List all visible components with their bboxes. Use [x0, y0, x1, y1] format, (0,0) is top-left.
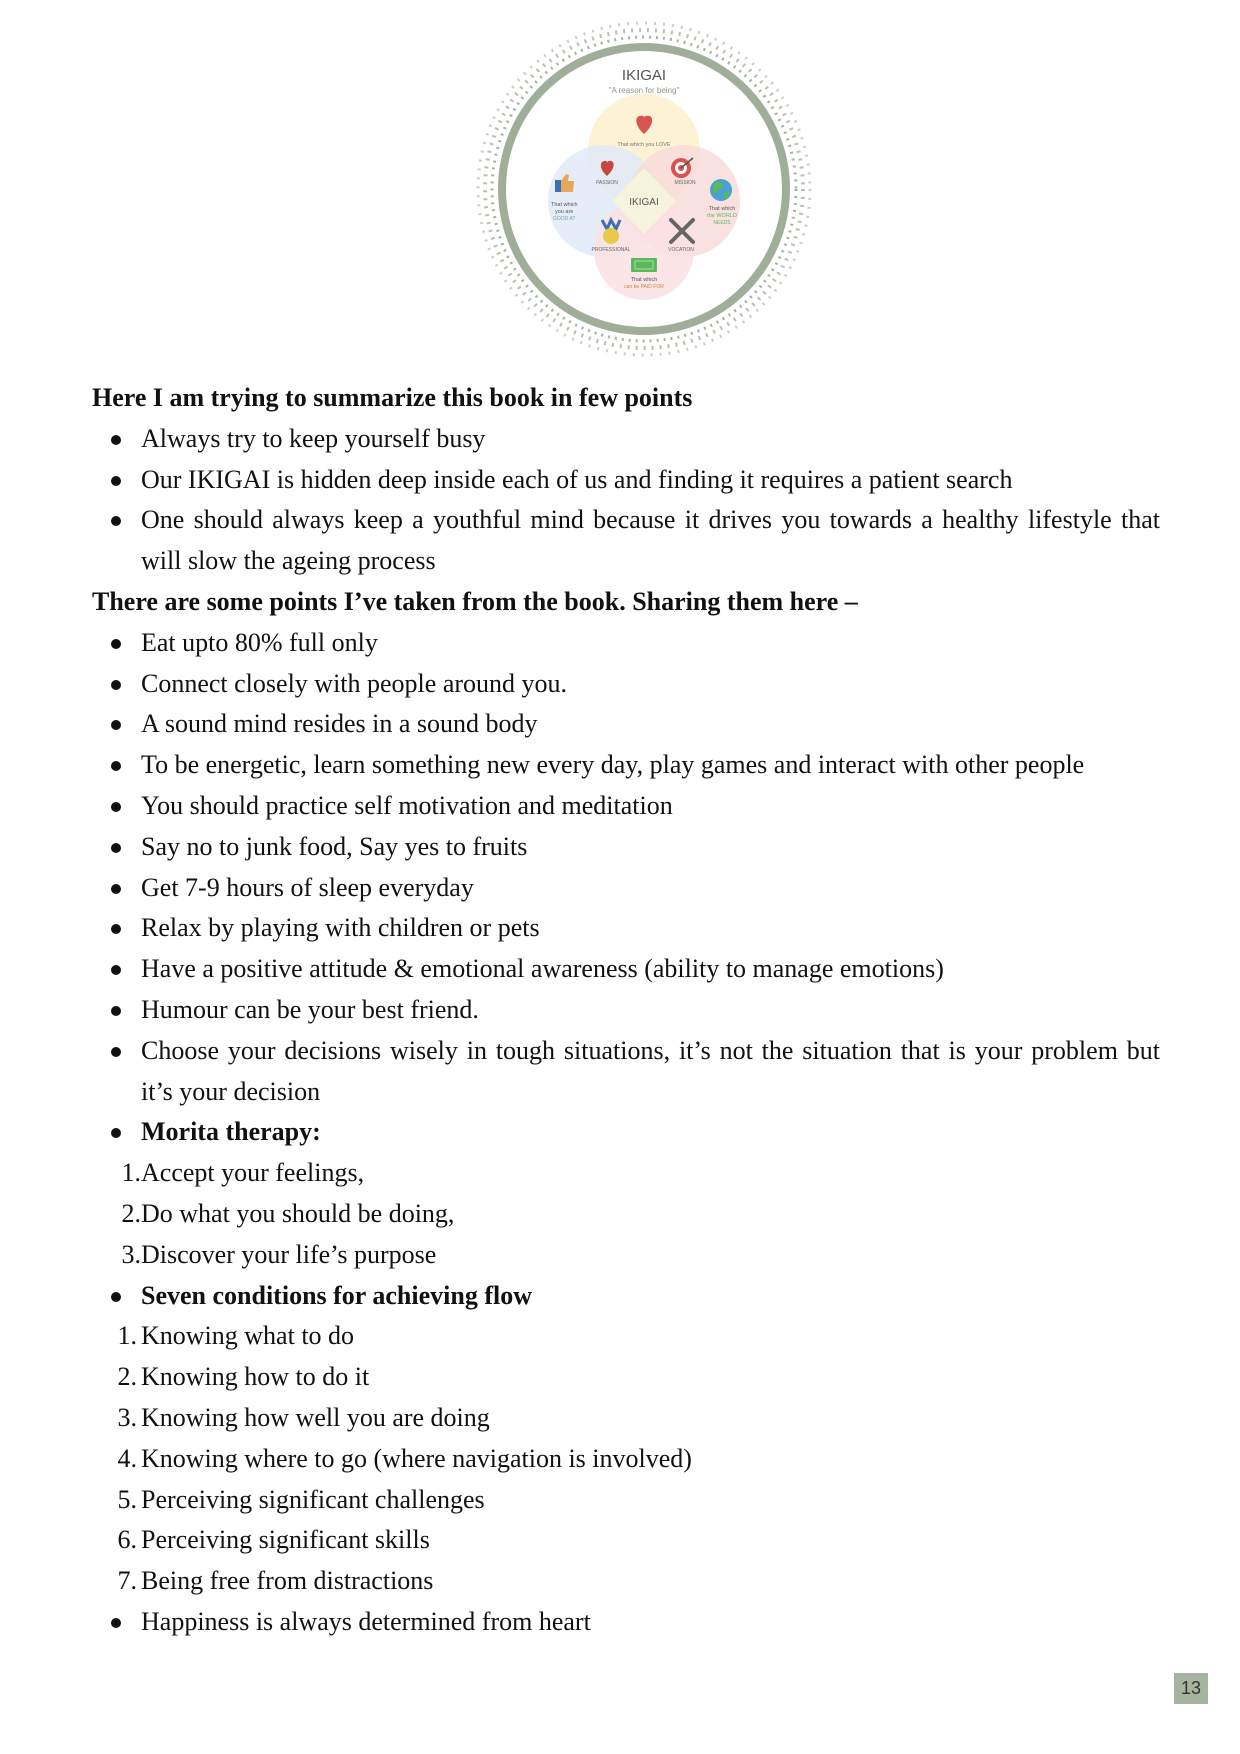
list-item: [92, 1439, 1160, 1480]
step-text: Perceiving significant skills: [141, 1525, 430, 1555]
list-item: Connect closely with people around you.: [92, 664, 1160, 705]
document-body: [92, 378, 1160, 1643]
step-number: 4.: [117, 1443, 137, 1473]
list-item: Choose your decisions wisely in tough situations, it’s not the situation that is your problem but it’s your decision: [92, 1031, 1160, 1113]
list-item: Happiness is always determined from heart: [92, 1602, 1160, 1643]
ikigai-diagram: [473, 18, 815, 360]
list-item: Humour can be your best friend.: [92, 990, 1160, 1031]
diagram-title: IKIGAI: [621, 67, 667, 84]
points-heading: There are some points I’ve taken from the book. Sharing them here –: [92, 586, 858, 616]
flow-steps: [92, 1316, 1160, 1602]
step-number: 3.: [117, 1402, 137, 1432]
step-text: Knowing where to go (where navigation is involved): [141, 1443, 692, 1473]
step-number: 3.: [121, 1239, 141, 1269]
list-item: [92, 1480, 1160, 1521]
list-item: Get 7-9 hours of sleep everyday: [92, 868, 1160, 909]
list-item: [92, 1316, 1160, 1357]
step-text: Knowing how well you are doing: [141, 1402, 490, 1432]
world-needs-label-2: the WORLD: [707, 213, 737, 219]
good-at-label-1: That which: [551, 202, 578, 208]
passion-label: PASSION: [596, 180, 618, 186]
list-item: Relax by playing with children or pets: [92, 908, 1160, 949]
morita-steps: [92, 1153, 1160, 1275]
paid-for-label-2: can be PAID FOR: [624, 284, 664, 290]
list-item: Eat upto 80% full only: [92, 623, 1160, 664]
step-number: 2.: [121, 1198, 141, 1228]
world-needs-label-3: NEEDS: [713, 220, 731, 226]
step-text: Discover your life’s purpose: [141, 1239, 437, 1269]
flow-conditions-label: Seven conditions for achieving flow: [92, 1276, 1160, 1317]
list-item: To be energetic, learn something new every day, play games and interact with other people: [92, 745, 1160, 786]
points-list: [92, 623, 1160, 1153]
summary-heading: Here I am trying to summarize this book in few points: [92, 383, 693, 412]
professional-label: PROFESSIONAL: [591, 247, 631, 253]
step-text: Accept your feelings,: [141, 1158, 365, 1188]
page-number: 13: [1174, 1673, 1208, 1704]
step-text: Do what you should be doing,: [141, 1198, 455, 1228]
step-number: 2.: [117, 1362, 137, 1392]
list-item: [92, 1235, 1160, 1276]
closing-list: [92, 1602, 1160, 1643]
diagram-subtitle: "A reason for being": [608, 86, 680, 95]
morita-therapy-label: Morita therapy:: [92, 1112, 1160, 1153]
thumbs-up-icon: [555, 180, 561, 192]
list-item: [92, 1153, 1160, 1194]
list-item: One should always keep a youthful mind because it drives you towards a healthy lifestyle that will slow the ageing process: [92, 500, 1160, 582]
list-item: Always try to keep yourself busy: [92, 419, 1160, 460]
list-item: Our IKIGAI is hidden deep inside each of us and finding it requires a patient search: [92, 460, 1160, 501]
vocation-label: VOCATION: [668, 247, 694, 253]
list-item: [92, 1561, 1160, 1602]
mission-label: MISSION: [674, 180, 696, 186]
good-at-label-2: you are: [555, 209, 574, 215]
step-number: 1.: [121, 1158, 141, 1188]
step-text: Knowing what to do: [141, 1321, 355, 1351]
list-item: Say no to junk food, Say yes to fruits: [92, 827, 1160, 868]
list-item: [92, 1520, 1160, 1561]
step-text: Being free from distractions: [141, 1566, 434, 1596]
list-item: [92, 1357, 1160, 1398]
step-number: 6.: [117, 1525, 137, 1555]
list-item: You should practice self motivation and meditation: [92, 786, 1160, 827]
list-item: [92, 1194, 1160, 1235]
step-text: Perceiving significant challenges: [141, 1484, 485, 1514]
step-text: Knowing how to do it: [141, 1362, 370, 1392]
center-label: IKIGAI: [629, 197, 659, 208]
world-needs-label-1: That which: [708, 206, 736, 212]
summary-list: [92, 419, 1160, 582]
list-item: A sound mind resides in a sound body: [92, 704, 1160, 745]
step-number: 5.: [117, 1484, 137, 1514]
list-item: [92, 1398, 1160, 1439]
step-number: 1.: [117, 1321, 137, 1351]
paid-for-label-1: That which: [630, 277, 658, 283]
good-at-label-3: GOOD AT: [553, 216, 576, 222]
step-number: 7.: [117, 1566, 137, 1596]
ikigai-diagram-svg: [473, 18, 815, 360]
list-item: Have a positive attitude & emotional awareness (ability to manage emotions): [92, 949, 1160, 990]
flow-heading-list: [92, 1276, 1160, 1317]
love-label: That which you LOVE: [617, 142, 671, 148]
